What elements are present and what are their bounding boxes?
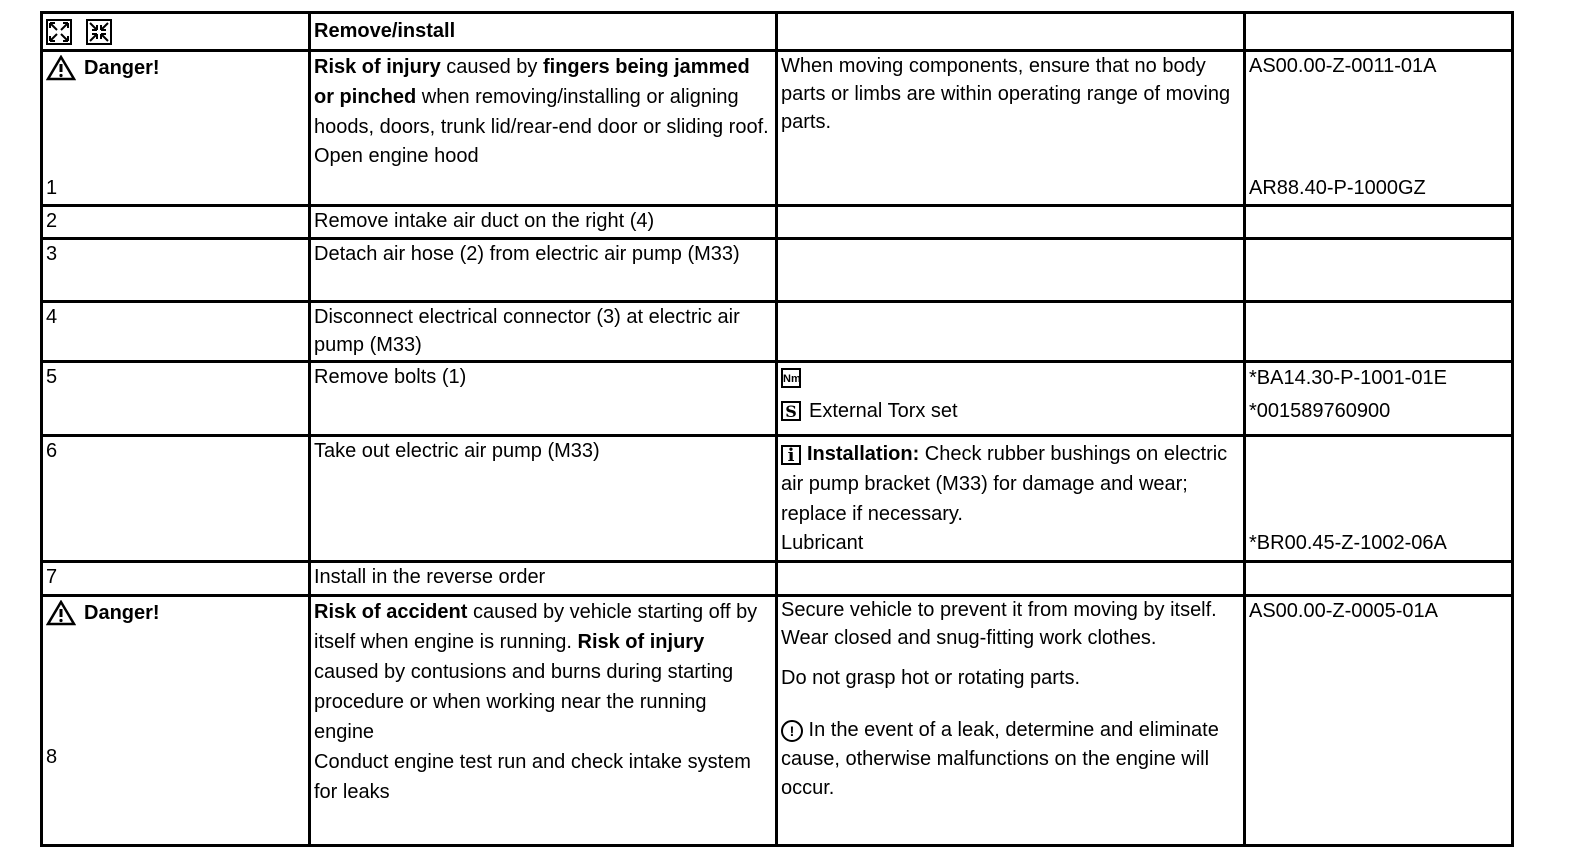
action-text: Conduct engine test run and check intake system for leaks xyxy=(314,751,751,803)
reference-cell xyxy=(1245,362,1513,436)
note-cell xyxy=(777,302,1245,362)
step-number: 6 xyxy=(42,436,310,562)
table-row xyxy=(42,596,1513,846)
note-text: Secure vehicle to prevent it from moving by itself. xyxy=(781,599,1217,621)
table-row xyxy=(42,239,1513,302)
note-text: Do not grasp hot or rotating parts. xyxy=(781,667,1081,689)
reference-cell xyxy=(1245,302,1513,362)
step-number: 8 xyxy=(46,746,58,768)
tool-text: External Torx set xyxy=(809,400,958,422)
risk-text: Risk of injury caused by fingers being jammed or pinched when removing/installing or aligning hoods, doors, trunk lid/rear-end door or sliding roof. xyxy=(314,56,769,138)
note-text: When moving components, ensure that no body parts or limbs are within operating range of moving parts. xyxy=(781,55,1231,133)
leak-note: ! In the event of a leak, determine and eliminate cause, otherwise malfunctions on the engine will occur. xyxy=(781,719,1219,799)
danger-label: Danger! xyxy=(46,52,304,82)
reference-link[interactable]: AR88.40-P-1000GZ xyxy=(1249,177,1426,199)
reference-link[interactable]: *BA14.30-P-1001-01E xyxy=(1249,367,1447,389)
step-number: 4 xyxy=(42,302,310,362)
reference-cell xyxy=(1245,206,1513,239)
note-cell xyxy=(777,239,1245,302)
step-number: 3 xyxy=(42,239,310,302)
table-row xyxy=(42,562,1513,596)
header-title: Remove/install xyxy=(310,13,777,51)
note-cell xyxy=(777,51,1245,206)
note-cell xyxy=(777,596,1245,846)
table-row xyxy=(42,51,1513,206)
reference-cell xyxy=(1245,562,1513,596)
header-empty-cell xyxy=(777,13,1245,51)
installation-note: i Installation: Check rubber bushings on electric air pump bracket (M33) for damage and wear; replace if necessary. xyxy=(781,443,1228,525)
step-number: 1 xyxy=(46,177,58,199)
lubricant-text: Lubricant xyxy=(781,532,864,554)
step-cell xyxy=(42,51,310,206)
collapse-icon[interactable] xyxy=(86,19,112,45)
header-icons-cell xyxy=(42,13,310,51)
leak-warning-icon: ! xyxy=(781,720,803,742)
action-text: Remove intake air duct on the right (4) xyxy=(310,206,777,239)
action-text: Install in the reverse order xyxy=(310,562,777,596)
reference-link[interactable]: AS00.00-Z-0011-01A xyxy=(1249,55,1437,77)
risk-text: Risk of accident caused by vehicle starting off by itself when engine is running. Risk of injury caused by contusions and burns during starting procedure or when working near the running engine xyxy=(314,601,758,743)
tool-icon: S xyxy=(781,401,801,421)
action-text: Detach air hose (2) from electric air pump (M33) xyxy=(310,239,777,302)
instruction-cell xyxy=(310,596,777,846)
step-cell xyxy=(42,596,310,846)
header-empty-cell xyxy=(1245,13,1513,51)
warning-triangle-icon xyxy=(46,55,76,81)
step-number: 5 xyxy=(42,362,310,436)
step-number: 7 xyxy=(42,562,310,596)
action-text: Open engine hood xyxy=(314,145,479,167)
danger-label: Danger! xyxy=(46,597,304,627)
table-row xyxy=(42,206,1513,239)
reference-cell xyxy=(1245,239,1513,302)
table-row xyxy=(42,362,1513,436)
note-cell xyxy=(777,206,1245,239)
table-row xyxy=(42,302,1513,362)
action-text: Remove bolts (1) xyxy=(310,362,777,436)
procedure-table xyxy=(40,11,1514,847)
reference-cell xyxy=(1245,596,1513,846)
warning-triangle-icon xyxy=(46,600,76,626)
action-text: Take out electric air pump (M33) xyxy=(310,436,777,562)
reference-cell xyxy=(1245,51,1513,206)
header-row xyxy=(42,13,1513,51)
note-cell xyxy=(777,436,1245,562)
note-text: Wear closed and snug-fitting work clothes. xyxy=(781,627,1157,649)
step-number: 2 xyxy=(42,206,310,239)
torque-icon[interactable]: Nm xyxy=(781,368,801,388)
table-row xyxy=(42,436,1513,562)
expand-icon[interactable] xyxy=(46,19,72,45)
note-cell xyxy=(777,562,1245,596)
reference-link[interactable]: AS00.00-Z-0005-01A xyxy=(1249,600,1439,622)
info-icon: i xyxy=(781,445,801,465)
reference-cell xyxy=(1245,436,1513,562)
reference-link[interactable]: *001589760900 xyxy=(1249,400,1391,422)
instruction-cell xyxy=(310,51,777,206)
reference-link[interactable]: *BR00.45-Z-1002-06A xyxy=(1249,532,1447,554)
note-cell xyxy=(777,362,1245,436)
action-text: Disconnect electrical connector (3) at electric air pump (M33) xyxy=(310,302,777,362)
